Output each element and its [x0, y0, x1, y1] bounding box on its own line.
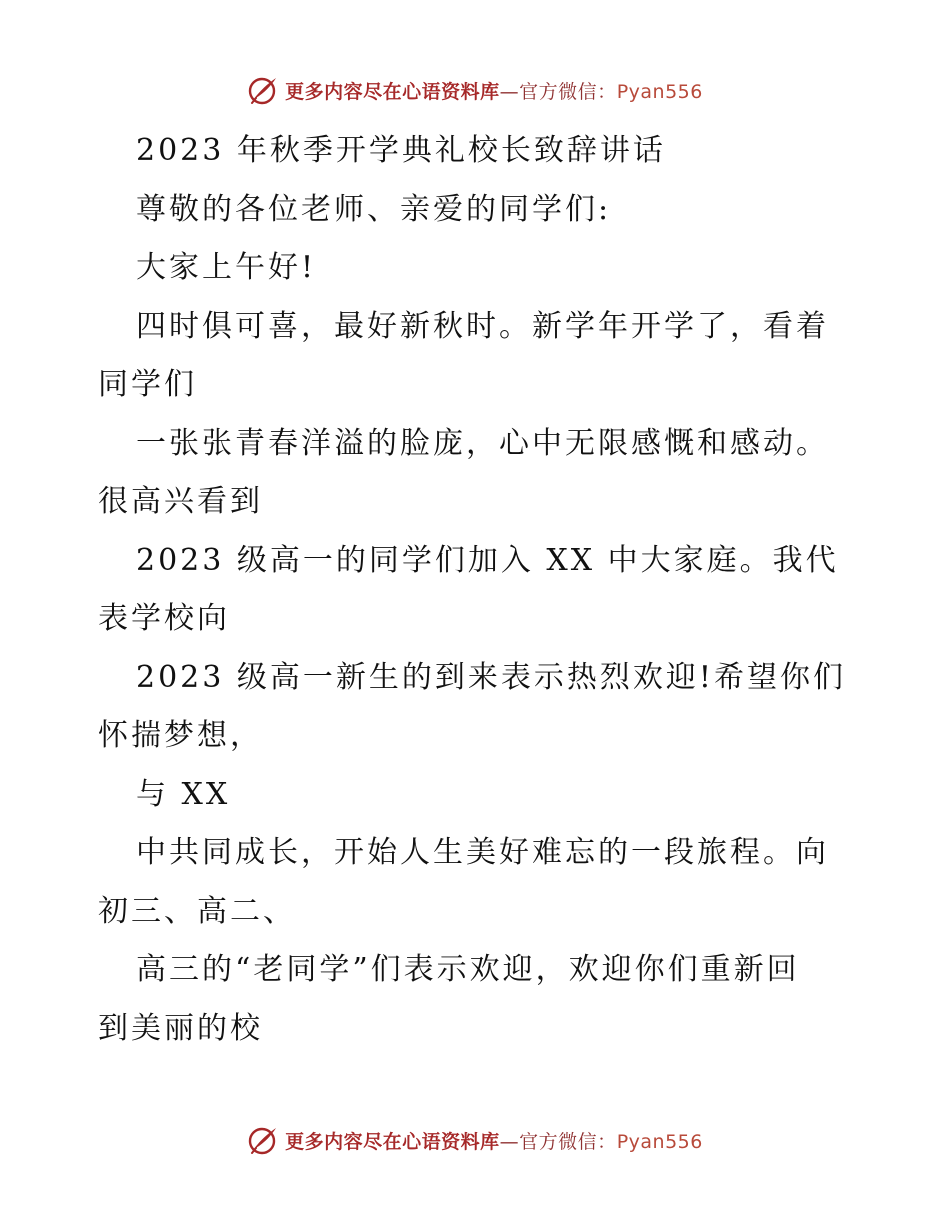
watermark-label: 官方微信：	[519, 80, 617, 103]
paragraph-line: 与 XX	[136, 776, 231, 812]
watermark-text	[285, 1127, 703, 1154]
paragraph-line: 2023 级高一的同学们加入 XX 中大家庭。我代	[136, 542, 839, 578]
watermark-label: 官方微信：	[519, 1130, 617, 1153]
paragraph-line: 同学们	[98, 367, 197, 402]
header-watermark	[0, 70, 950, 110]
paragraph-line: 大家上午好!	[136, 250, 317, 285]
document-title: 2023 年秋季开学典礼校长致辞讲话	[136, 133, 666, 168]
footer-watermark	[0, 1120, 950, 1160]
paragraph-line: 很高兴看到	[98, 484, 263, 519]
quill-pen-logo-icon	[247, 1124, 279, 1156]
watermark-site: 更多内容尽在心语资料库	[285, 1130, 500, 1153]
paragraph-line: 四时俱可喜，最好新秋时。新学年开学了，看着	[136, 308, 829, 344]
watermark-separator: —	[499, 1130, 520, 1153]
greeting-line: 尊敬的各位老师、亲爱的同学们:	[136, 191, 612, 227]
paragraph-line: 表学校向	[98, 601, 230, 636]
paragraph-line: 一张张青春洋溢的脸庞，心中无限感慨和感动。	[136, 425, 829, 461]
watermark-wechat-id: Pyan556	[616, 1130, 703, 1153]
paragraph-line: 中共同成长，开始人生美好难忘的一段旅程。向	[136, 835, 829, 870]
paragraph-line: 到美丽的校	[98, 1010, 263, 1046]
watermark-separator: —	[499, 80, 520, 103]
quill-pen-logo-icon	[247, 74, 279, 106]
document-body	[98, 122, 858, 1058]
paragraph-line: 初三、高二、	[98, 893, 296, 929]
watermark-wechat-id: Pyan556	[616, 80, 703, 103]
paragraph-line: 高三的“老同学”们表示欢迎，欢迎你们重新回	[136, 952, 800, 987]
watermark-text	[285, 77, 703, 104]
paragraph-line: 怀揣梦想，	[98, 718, 263, 753]
paragraph-line: 2023 级高一新生的到来表示热烈欢迎!希望你们	[136, 659, 846, 695]
watermark-site: 更多内容尽在心语资料库	[285, 80, 500, 103]
